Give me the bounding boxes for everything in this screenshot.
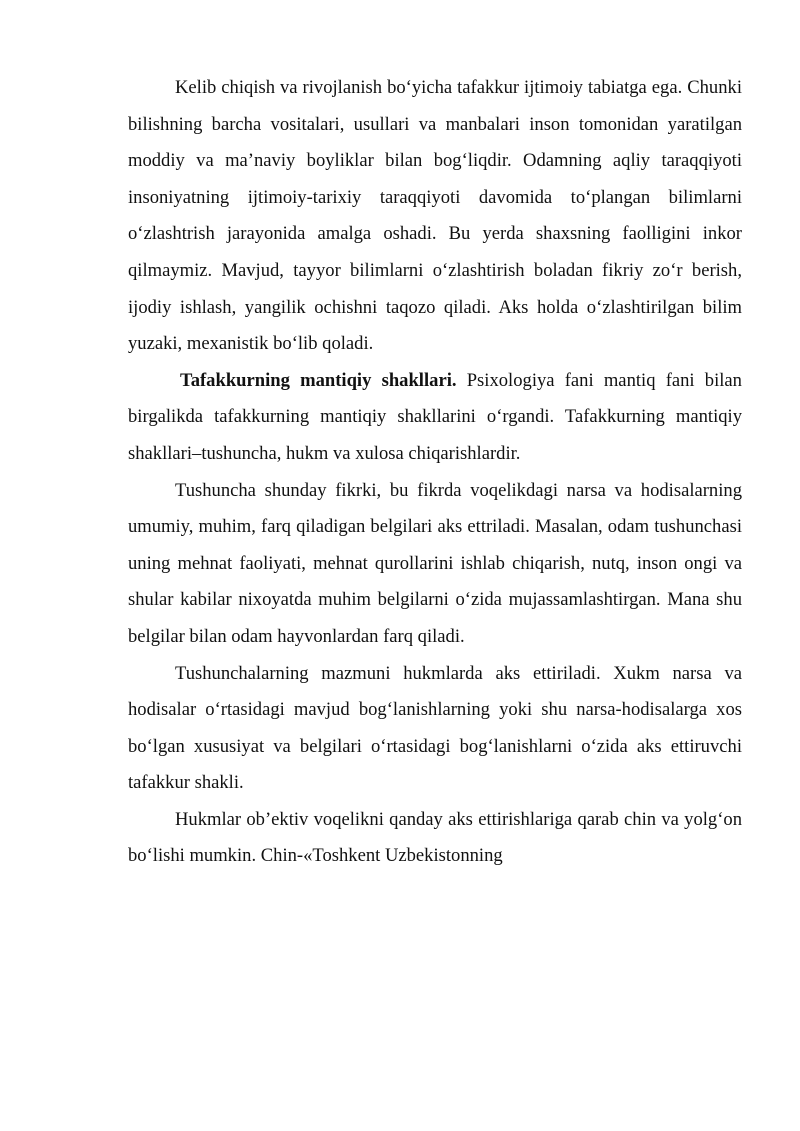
paragraph-logical-forms-text: Psixologiya fani mantiq fani bilan birgalikda tafakkurning mantiqiy shakllarini o‘rgandi. Tafakkurning mantiqiy shakllari–tushuncha, hukm va xulosa chiqarishlardir. bbox=[128, 369, 742, 464]
section-heading: Tafakkurning mantiqiy shakllari. bbox=[180, 369, 457, 391]
paragraph-judgement: Tushunchalarning mazmuni hukmlarda aks ettiriladi. Xukm narsa va hodisalar o‘rtasidagi mavjud bog‘lanishlarning yoki shu narsa-hodisalarga xos bo‘lgan xususiyat va belgilari o‘rtasidagi bog‘lanishlarni o‘zida aks ettiruvchi tafakkur shakli. bbox=[128, 662, 742, 794]
paragraph-logical-forms bbox=[128, 363, 742, 473]
paragraph-concept: Tushuncha shunday fikrki, bu fikrda voqelikdagi narsa va hodisalarning umumiy, muhim, farq qiladigan belgilari aks ettriladi. Masalan, odam tushunchasi uning mehnat faoliyati, mehnat qurollarini ishlab chiqarish, nutq, inson ongi va shular kabilar nixoyatda muhim belgilarni o‘zida mujassamlashtirgan. Mana shu belgilar bilan odam hayvonlardan farq qiladi. bbox=[128, 479, 742, 647]
paragraph-origin-of-thinking: Kelib chiqish va rivojlanish bo‘yicha tafakkur ijtimoiy tabiatga ega. Chunki bilishning barcha vositalari, usullari va manbalari inson tomonidan yaratilgan moddiy va ma’naviy boyliklar bilan bog‘liqdir. Odamning aqliy taraqqiyoti insoniyatning ijtimoiy-tarixiy taraqqiyoti davomida to‘plangan bilimlarni o‘zlashtrish jarayonida amalga oshadi. Bu yerda shaxsning faolligini inkor qilmaymiz. Mavjud, tayyor bilimlarni o‘zlashtirish boladan fikriy zo‘r berish, ijodiy ishlash, yangilik ochishni taqozo qiladi. Aks holda o‘zlashtirilgan bilim yuzaki, mexanistik bo‘lib qoladi. bbox=[128, 77, 742, 355]
document-page bbox=[128, 70, 742, 875]
paragraph-true-false-judgements: Hukmlar ob’ektiv voqelikni qanday aks ettirishlariga qarab chin va yolg‘on bo‘lishi mumkin. Chin-«Toshkent Uzbekistonning bbox=[128, 808, 742, 867]
